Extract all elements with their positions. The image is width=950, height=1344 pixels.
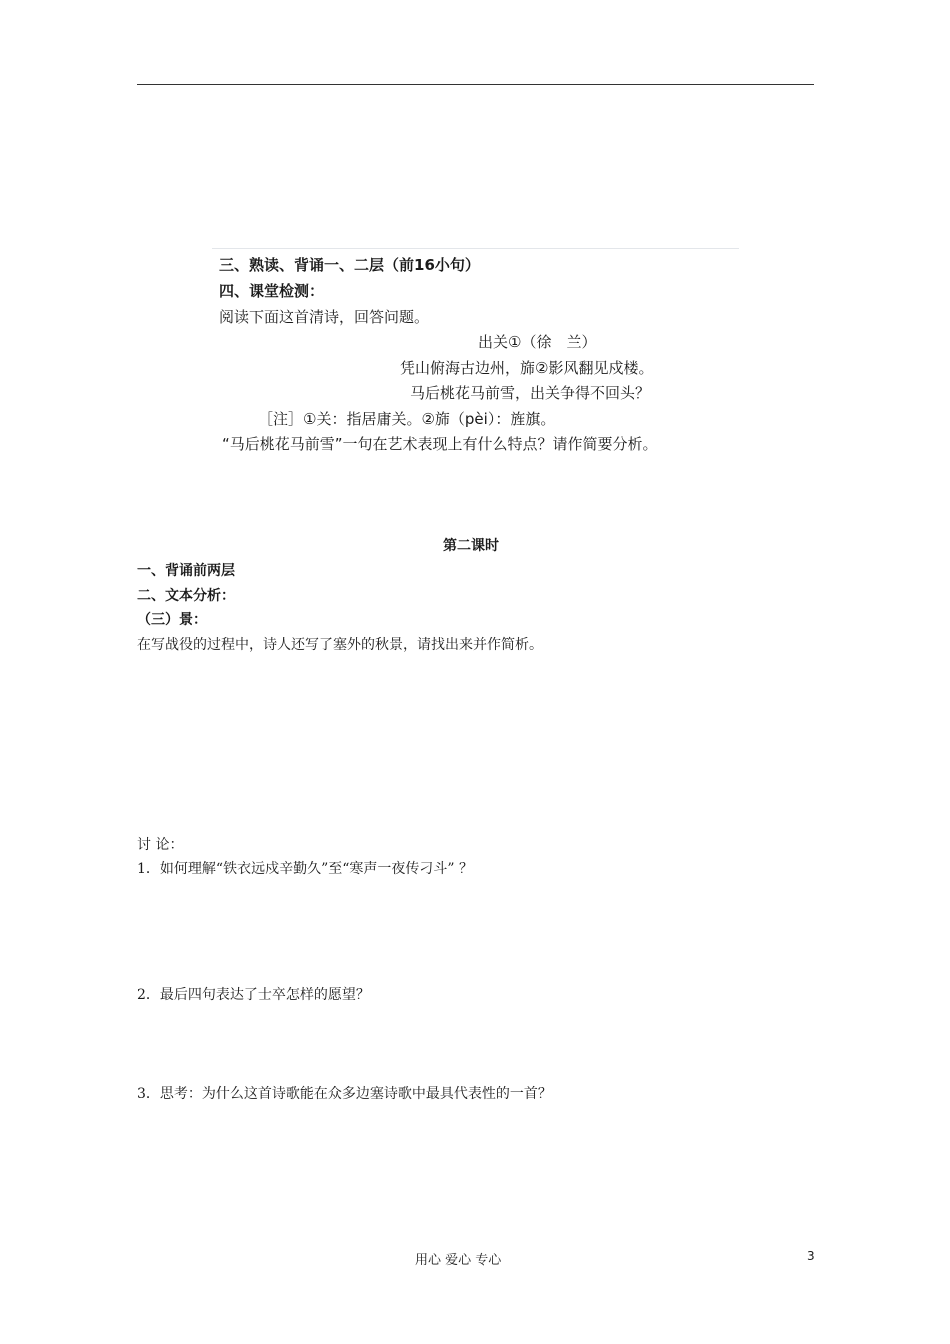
poem-line-1: 凭山俯海古边州，旆②影风翻见戍楼。 <box>400 359 654 377</box>
poem-title: 出关①（徐 兰） <box>478 333 597 351</box>
discussion-label: 讨 论： <box>137 837 184 853</box>
scenery-task: 在写战役的过程中，诗人还写了塞外的秋景，请找出来并作简析。 <box>137 637 543 653</box>
heading-class-test: 四、课堂检测： <box>219 282 325 300</box>
poem-note: ［注］①关：指居庸关。②旆（pèi）：旌旗。 <box>258 410 556 428</box>
discussion-question-3: 3．思考：为什么这首诗歌能在众多边塞诗歌中最具代表性的一首？ <box>137 1086 552 1102</box>
poem-question: “马后桃花马前雪”一句在艺术表现上有什么特点？请作简要分析。 <box>222 435 658 453</box>
heading-recite: 三、熟读、背诵一、二层（前16小句） <box>219 256 480 274</box>
section-recite: 一、背诵前两层 <box>137 563 235 579</box>
poem-line-2: 马后桃花马前雪，出关争得不回头？ <box>410 384 651 402</box>
discussion-question-1: 1．如何理解“铁衣远戍辛勤久”至“寒声一夜传刁斗” ？ <box>137 861 473 877</box>
lesson-title: 第二课时 <box>443 538 499 554</box>
section-text-analysis: 二、文本分析： <box>137 588 235 604</box>
reading-instruction: 阅读下面这首清诗，回答问题。 <box>219 308 430 326</box>
footer-motto: 用心 爱心 专心 <box>415 1253 502 1268</box>
header-rule <box>137 84 814 85</box>
embedded-image-border <box>212 248 739 249</box>
section-scenery: （三）景： <box>137 612 207 628</box>
discussion-question-2: 2．最后四句表达了士卒怎样的愿望？ <box>137 987 370 1003</box>
page-number: 3 <box>807 1249 815 1263</box>
